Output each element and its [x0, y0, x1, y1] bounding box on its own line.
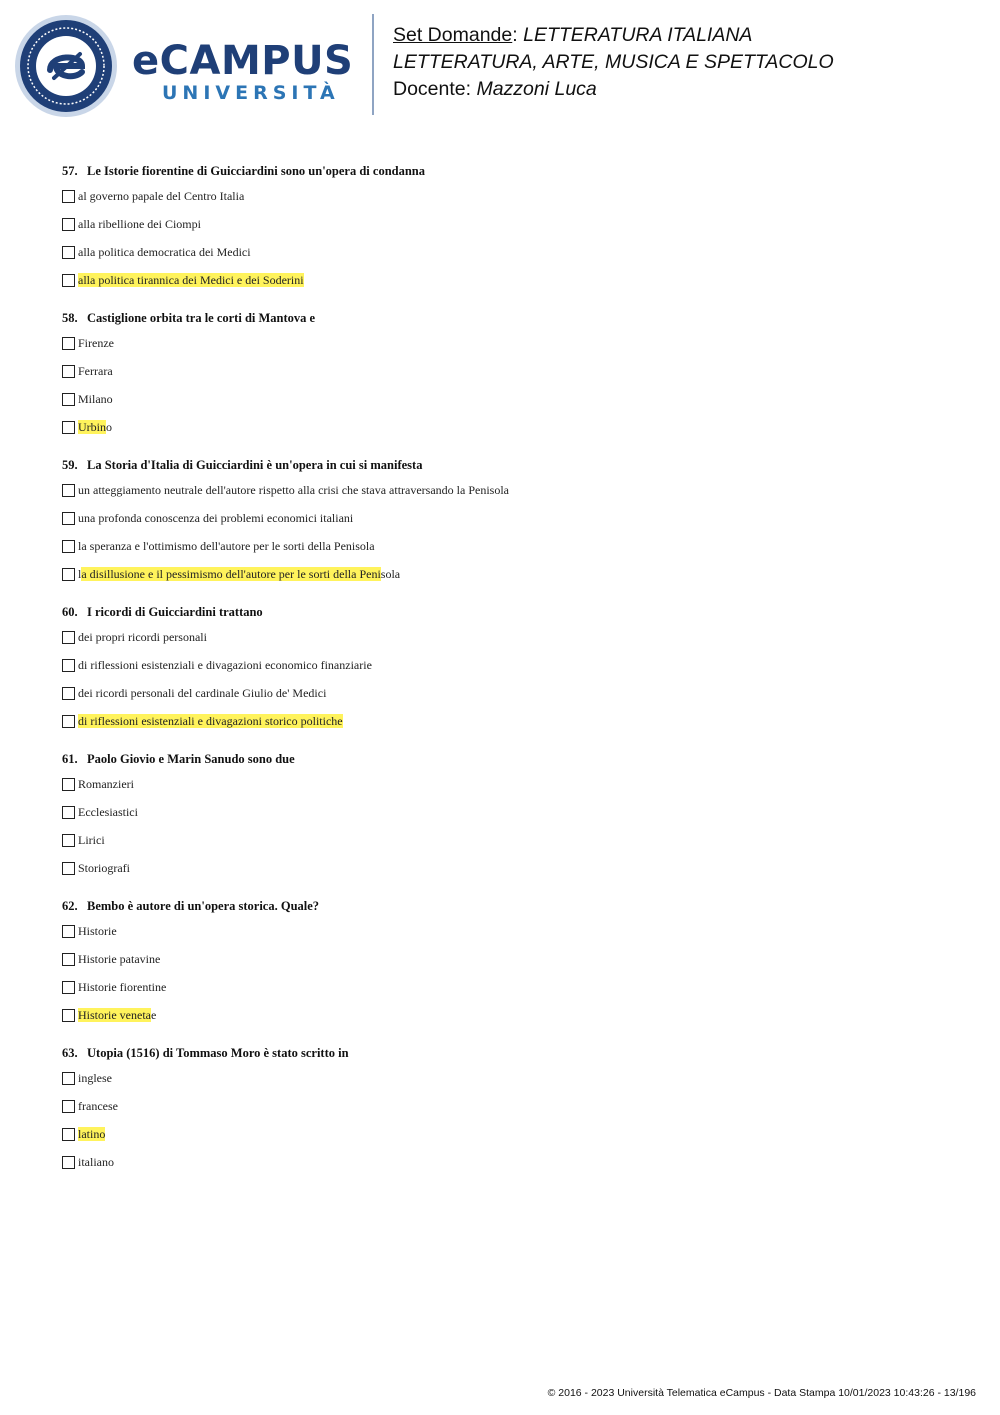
- subject-title: LETTERATURA, ARTE, MUSICA E SPETTACOLO: [393, 51, 834, 73]
- answer-option[interactable]: [62, 826, 962, 854]
- set-title-row: [393, 22, 834, 49]
- question-block: [62, 160, 962, 294]
- answer-text: [78, 511, 353, 526]
- answer-text: [78, 336, 114, 351]
- question-text: Le Istorie fiorentine di Guicciardini sono un'opera di condanna: [87, 164, 426, 178]
- answer-text-part: una profonda conoscenza dei problemi economici italiani: [78, 510, 354, 525]
- teacher-name: Mazzoni Luca: [476, 78, 597, 100]
- answer-option[interactable]: [62, 651, 962, 679]
- question-number: 58.: [62, 311, 78, 325]
- question-title: [62, 895, 962, 917]
- question-number: 60.: [62, 605, 78, 619]
- answer-option[interactable]: [62, 210, 962, 238]
- answer-text-part: e: [150, 1007, 157, 1022]
- answer-text: [78, 861, 130, 876]
- question-text: Paolo Giovio e Marin Sanudo sono due: [87, 752, 295, 766]
- question-text: Bembo è autore di un'opera storica. Quale?: [87, 899, 320, 913]
- answer-highlight: alla politica tirannica dei Medici e dei Soderini: [78, 272, 304, 287]
- answer-checkbox[interactable]: [62, 568, 75, 581]
- question-block: [62, 454, 962, 588]
- answer-checkbox[interactable]: [62, 981, 75, 994]
- answer-option[interactable]: [62, 1148, 962, 1176]
- ecampus-seal-logo: [14, 14, 118, 118]
- question-text: Castiglione orbita tra le corti di Mantova e: [87, 311, 316, 325]
- answer-text: [78, 364, 113, 379]
- answer-text: [78, 952, 160, 967]
- answer-option[interactable]: [62, 917, 962, 945]
- answer-text-part: sola: [380, 566, 401, 581]
- answer-text-part: di riflessioni esistenziali e divagazioni economico finanziarie: [78, 657, 372, 672]
- answer-option[interactable]: [62, 854, 962, 882]
- question-number: 63.: [62, 1046, 78, 1060]
- question-title: [62, 160, 962, 182]
- set-title: LETTERATURA ITALIANA: [523, 24, 753, 46]
- answer-option[interactable]: [62, 385, 962, 413]
- answer-option[interactable]: [62, 679, 962, 707]
- answer-checkbox[interactable]: [62, 1100, 75, 1113]
- set-separator: :: [512, 24, 524, 46]
- questions-list: [62, 160, 962, 1189]
- answer-checkbox[interactable]: [62, 1009, 75, 1022]
- answer-text-part: alla ribellione dei Ciompi: [78, 216, 201, 231]
- answer-option[interactable]: [62, 182, 962, 210]
- answer-checkbox[interactable]: [62, 715, 75, 728]
- answer-text-part: Firenze: [78, 335, 114, 350]
- answer-text-part: Romanzieri: [78, 776, 134, 791]
- answer-option[interactable]: [62, 1092, 962, 1120]
- teacher-label: Docente:: [393, 78, 477, 100]
- answer-text-part: Historie: [78, 923, 117, 938]
- answer-option[interactable]: [62, 623, 962, 651]
- answer-checkbox[interactable]: [62, 953, 75, 966]
- question-number: 59.: [62, 458, 78, 472]
- answer-text: [78, 630, 207, 645]
- answer-text-part: al governo papale del Centro Italia: [78, 188, 245, 203]
- answer-text: [78, 658, 372, 673]
- answer-text: [78, 567, 400, 582]
- question-text: Utopia (1516) di Tommaso Moro è stato scritto in: [87, 1046, 349, 1060]
- answer-option[interactable]: [62, 413, 962, 441]
- answer-option[interactable]: [62, 770, 962, 798]
- answer-text-part: o: [106, 419, 112, 434]
- answer-highlight: a disillusione e il pessimismo dell'autore per le sorti della Peni: [81, 566, 381, 581]
- answer-text: [78, 273, 304, 288]
- question-block: [62, 895, 962, 1029]
- answer-highlight: Historie veneta: [78, 1007, 151, 1022]
- answer-option[interactable]: [62, 945, 962, 973]
- answer-text: [78, 1071, 112, 1086]
- teacher-row: [393, 76, 834, 103]
- answer-option[interactable]: [62, 1064, 962, 1092]
- answer-text-part: l: [78, 566, 82, 581]
- question-text: I ricordi di Guicciardini trattano: [87, 605, 263, 619]
- answer-checkbox[interactable]: [62, 1128, 75, 1141]
- question-title: [62, 1042, 962, 1064]
- answer-text-part: Historie fiorentine: [78, 979, 167, 994]
- answer-text-part: italiano: [78, 1154, 114, 1169]
- answer-checkbox[interactable]: [62, 862, 75, 875]
- answer-text: [78, 980, 166, 995]
- answer-checkbox[interactable]: [62, 687, 75, 700]
- answer-option[interactable]: [62, 560, 962, 588]
- answer-text-part: alla politica democratica dei Medici: [78, 244, 251, 259]
- answer-option[interactable]: [62, 266, 962, 294]
- question-block: [62, 748, 962, 882]
- answer-checkbox[interactable]: [62, 421, 75, 434]
- answer-text: [78, 189, 244, 204]
- answer-checkbox[interactable]: [62, 274, 75, 287]
- answer-highlight: di riflessioni esistenziali e divagazioni storico politiche: [78, 713, 343, 728]
- question-block: [62, 601, 962, 735]
- answer-text: [78, 777, 134, 792]
- answer-text-part: Milano: [78, 391, 113, 406]
- answer-text: [78, 245, 251, 260]
- answer-text-part: un atteggiamento neutrale dell'autore rispetto alla crisi che stava attraversando la Penisola: [78, 482, 509, 497]
- question-block: [62, 307, 962, 441]
- answer-text: [78, 805, 138, 820]
- answer-highlight: latino: [78, 1126, 106, 1141]
- answer-text-part: francese: [78, 1098, 118, 1113]
- answer-checkbox[interactable]: [62, 925, 75, 938]
- answer-checkbox[interactable]: [62, 512, 75, 525]
- answer-text: [78, 539, 375, 554]
- set-label: Set Domande: [393, 24, 513, 46]
- page-header: [0, 0, 1000, 140]
- question-title: [62, 601, 962, 623]
- answer-text-part: la speranza e l'ottimismo dell'autore per le sorti della Penisola: [78, 538, 375, 553]
- header-divider: [372, 14, 374, 115]
- answer-text-part: Lirici: [78, 832, 105, 847]
- answer-text: [78, 714, 343, 729]
- answer-text: [78, 1127, 105, 1142]
- answer-checkbox[interactable]: [62, 337, 75, 350]
- answer-option[interactable]: [62, 1120, 962, 1148]
- answer-highlight: Urbin: [78, 419, 106, 434]
- answer-text: [78, 924, 117, 939]
- question-title: [62, 748, 962, 770]
- question-text: La Storia d'Italia di Guicciardini è un'opera in cui si manifesta: [87, 458, 423, 472]
- answer-text: [78, 686, 326, 701]
- answer-text: [78, 217, 201, 232]
- answer-option[interactable]: [62, 329, 962, 357]
- answer-checkbox[interactable]: [62, 1072, 75, 1085]
- answer-option[interactable]: [62, 357, 962, 385]
- answer-text: [78, 392, 113, 407]
- logo-subtitle-text: UNIVERSITÀ: [162, 82, 340, 104]
- answer-checkbox[interactable]: [62, 246, 75, 259]
- answer-checkbox[interactable]: [62, 659, 75, 672]
- answer-checkbox[interactable]: [62, 631, 75, 644]
- answer-checkbox[interactable]: [62, 540, 75, 553]
- page-footer: © 2016 - 2023 Università Telematica eCampus - Data Stampa 10/01/2023 10:43:26 - 13/196: [547, 1387, 976, 1399]
- question-title: [62, 307, 962, 329]
- answer-checkbox[interactable]: [62, 393, 75, 406]
- answer-option[interactable]: [62, 798, 962, 826]
- answer-text-part: Storiografi: [78, 860, 130, 875]
- answer-checkbox[interactable]: [62, 778, 75, 791]
- answer-text-part: Ferrara: [78, 363, 113, 378]
- logo-brand-text: eCAMPUS: [132, 38, 354, 84]
- answer-checkbox[interactable]: [62, 1156, 75, 1169]
- question-title: [62, 454, 962, 476]
- answer-option[interactable]: [62, 707, 962, 735]
- answer-checkbox[interactable]: [62, 365, 75, 378]
- answer-text: [78, 483, 509, 498]
- question-number: 62.: [62, 899, 78, 913]
- answer-option[interactable]: [62, 532, 962, 560]
- answer-option[interactable]: [62, 238, 962, 266]
- question-block: [62, 1042, 962, 1176]
- answer-checkbox[interactable]: [62, 806, 75, 819]
- question-number: 61.: [62, 752, 78, 766]
- answer-text: [78, 833, 105, 848]
- answer-text-part: dei propri ricordi personali: [78, 629, 207, 644]
- answer-text: [78, 420, 112, 435]
- answer-text-part: Historie patavine: [78, 951, 161, 966]
- answer-checkbox[interactable]: [62, 190, 75, 203]
- answer-text-part: dei ricordi personali del cardinale Giulio de' Medici: [78, 685, 327, 700]
- answer-text: [78, 1099, 118, 1114]
- answer-option[interactable]: [62, 973, 962, 1001]
- question-number: 57.: [62, 164, 78, 178]
- answer-text-part: inglese: [78, 1070, 112, 1085]
- answer-text: [78, 1155, 114, 1170]
- answer-option[interactable]: [62, 476, 962, 504]
- answer-option[interactable]: [62, 504, 962, 532]
- answer-checkbox[interactable]: [62, 834, 75, 847]
- ecampus-wordmark: [132, 40, 357, 104]
- header-info: [393, 22, 834, 103]
- answer-option[interactable]: [62, 1001, 962, 1029]
- answer-text: [78, 1008, 156, 1023]
- answer-checkbox[interactable]: [62, 218, 75, 231]
- answer-checkbox[interactable]: [62, 484, 75, 497]
- answer-text-part: Ecclesiastici: [78, 804, 138, 819]
